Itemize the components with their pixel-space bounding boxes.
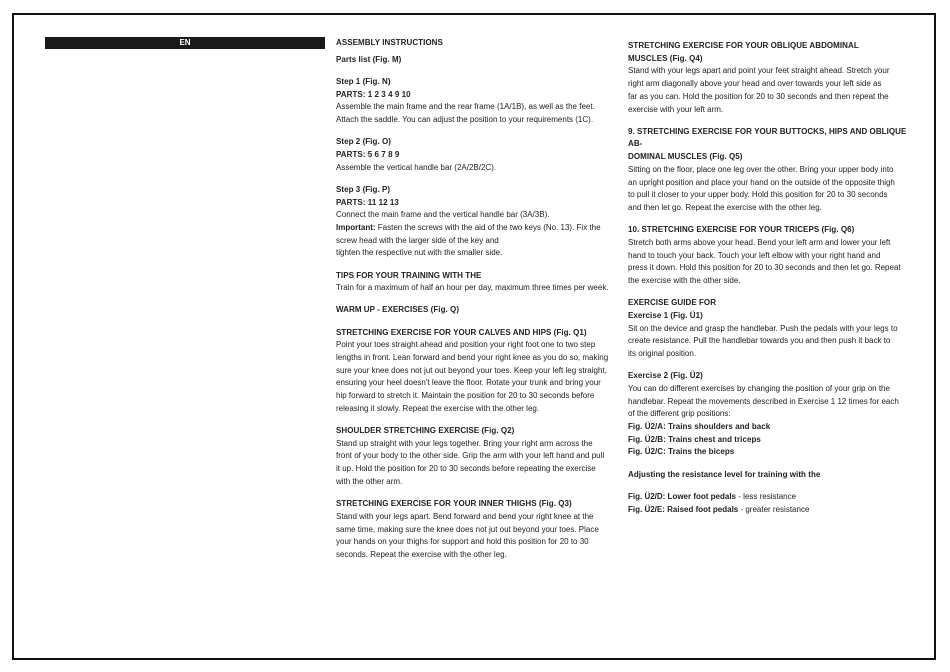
- step3-text-line: screw head with the larger side of the key and: [336, 235, 499, 245]
- triceps-text-line: Stretch both arms above your head. Bend your left arm and lower your left: [628, 237, 891, 247]
- thighs-text-line: your hands on your thighs for support and hold this position for 20 to 30: [336, 537, 589, 547]
- tips-text-line: Train for a maximum of half an hour per day, maximum three times per week.: [336, 283, 609, 293]
- oblique-text-line: right arm diagonally above your head and over towards your left side as: [628, 79, 882, 89]
- buttocks-title: 9. STRETCHING EXERCISE FOR YOUR BUTTOCKS, HIPS AND OBLIQUE AB-: [628, 126, 907, 149]
- lower-pedals-text: - less resistance: [736, 491, 797, 501]
- triceps-text-line: the exercise with the other side.: [628, 275, 741, 285]
- oblique-title-cont: MUSCLES (Fig. Q4): [628, 53, 703, 63]
- lower-pedals-label: Fig. Ü2/D: Lower foot pedals: [628, 491, 737, 501]
- step1-text-line: Assemble the main frame and the rear frame (1A/1B), as well as the feet.: [336, 102, 595, 112]
- calves-text-line: ensuring your heel doesn't leave the floor. Rotate your trunk and bring your: [336, 378, 601, 388]
- calves-text-line: releasing it slowly. Repeat the exercise with the other leg.: [336, 403, 540, 413]
- step3-parts: PARTS: 11 12 13: [336, 197, 399, 207]
- step1-text-line: Attach the saddle. You can adjust the position to your requirements (1C).: [336, 115, 594, 125]
- grip-item: Fig. Ü2/B: Trains chest and triceps: [628, 434, 761, 444]
- thighs-text-line: seconds. Repeat the exercise with the other leg.: [336, 549, 507, 559]
- step2-title: Step 2 (Fig. O): [336, 137, 391, 147]
- buttocks-text-line: and then let go. Repeat the exercise with the other leg.: [628, 202, 822, 212]
- shoulder-text-line: front of your body to the other side. Grip the arm with your left hand and pull: [336, 451, 605, 461]
- exercise2-text-line: handlebar. Repeat the movements described in Exercise 1 12 times for each: [628, 396, 899, 406]
- guide-title: EXERCISE GUIDE FOR: [628, 298, 717, 308]
- step3-important-line: [336, 222, 618, 235]
- buttocks-text-line: an upright position and place your hand on the outside of the opposite thigh: [628, 177, 895, 187]
- parts-list-label: Parts list (Fig. M): [336, 54, 402, 64]
- calves-text-line: sure your knee does not jut out beyond your toes. Keep your left leg straight,: [336, 365, 607, 375]
- oblique-text-line: Stand with your legs apart and point your feet straight ahead. Stretch your: [628, 66, 890, 76]
- step3-text-line: tighten the respective nut with the smaller side.: [336, 248, 503, 258]
- step1-parts: PARTS: 1 2 3 4 9 10: [336, 89, 411, 99]
- grip-item: Fig. Ü2/C: Trains the biceps: [628, 447, 735, 457]
- triceps-text-line: hand to touch your back. Touch your left elbow with your right hand and: [628, 250, 881, 260]
- exercise2-title: Exercise 2 (Fig. Ü2): [628, 371, 703, 381]
- buttocks-text-line: Sitting on the floor, place one leg over the other. Bring your upper body into: [628, 164, 894, 174]
- shoulder-text-line: Stand up straight with your legs together. Bring your right arm across the: [336, 438, 593, 448]
- exercise1-text-line: create resistance. Pull the handlebar towards you and then push it back to: [628, 336, 891, 346]
- exercise1-title: Exercise 1 (Fig. Ü1): [628, 310, 703, 320]
- resistance-title: Adjusting the resistance level for training with the: [628, 469, 821, 479]
- warmup-title: WARM UP - EXERCISES (Fig. Q): [336, 305, 460, 315]
- exercise2-text-line: of the different grip positions:: [628, 409, 731, 419]
- calves-text-line: hip forward to stretch it. Maintain the position for 20 to 30 seconds before: [336, 391, 595, 401]
- assembly-title: ASSEMBLY INSTRUCTIONS: [336, 38, 443, 47]
- triceps-title: 10. STRETCHING EXERCISE FOR YOUR TRICEPS (Fig. Q6): [628, 225, 855, 235]
- thighs-title: STRETCHING EXERCISE FOR YOUR INNER THIGHS (Fig. Q3): [336, 499, 572, 509]
- shoulder-title: SHOULDER STRETCHING EXERCISE (Fig. Q2): [336, 426, 515, 436]
- tips-title: TIPS FOR YOUR TRAINING WITH THE: [336, 270, 482, 280]
- calves-text-line: lengths in front. Lean forward and bend your right knee as you do so, making: [336, 353, 609, 363]
- thighs-text-line: same time, making sure the knee does not jut out beyond your toes. Place: [336, 524, 599, 534]
- thighs-text-line: Stand with your legs apart. Bend forward and bend your right knee at the: [336, 511, 594, 521]
- oblique-text-line: far as you can. Hold the position for 20 to 30 seconds and then repeat the: [628, 91, 889, 101]
- calves-text-line: Point your toes straight ahead and position your right foot one to two step: [336, 340, 596, 350]
- calves-title: STRETCHING EXERCISE FOR YOUR CALVES AND HIPS (Fig. Q1): [336, 327, 587, 337]
- exercise1-text-line: Sit on the device and grasp the handlebar. Push the pedals with your legs to: [628, 323, 898, 333]
- resistance-lower: [628, 491, 910, 504]
- oblique-title: STRETCHING EXERCISE FOR YOUR OBLIQUE ABDOMINAL: [628, 41, 859, 50]
- raised-pedals-label: Fig. Ü2/E: Raised foot pedals: [628, 504, 739, 514]
- shoulder-text-line: with the other arm.: [336, 476, 403, 486]
- left-text-column: [336, 37, 618, 562]
- step2-text-line: Assemble the vertical handle bar (2A/2B/2C).: [336, 162, 497, 172]
- step3-text-line: Connect the main frame and the vertical handle bar (3A/3B).: [336, 210, 550, 220]
- oblique-text-line: exercise with your left arm.: [628, 104, 724, 114]
- step3-title: Step 3 (Fig. P): [336, 184, 391, 194]
- buttocks-title-cont: DOMINAL MUSCLES (Fig. Q5): [628, 152, 743, 162]
- resistance-raised: [628, 504, 910, 517]
- exercise1-text-line: its original position.: [628, 348, 697, 358]
- important-label: Important:: [336, 222, 376, 232]
- buttocks-text-line: to pull it closer to your upper body. Hold this position for 20 to 30 seconds: [628, 190, 888, 200]
- grip-item: Fig. Ü2/A: Trains shoulders and back: [628, 421, 771, 431]
- right-text-column: [628, 37, 910, 516]
- triceps-text-line: press it down. Hold this position for 20 to 30 seconds and then let go. Repeat: [628, 263, 901, 273]
- important-text: Fasten the screws with the aid of the two keys (No. 13). Fix the: [375, 222, 601, 232]
- shoulder-text-line: it up. Hold the position for 20 to 30 seconds before repeating the exercise: [336, 464, 596, 474]
- language-bar: EN: [45, 37, 325, 49]
- raised-pedals-text: - greater resistance: [738, 504, 810, 514]
- step2-parts: PARTS: 5 6 7 8 9: [336, 149, 400, 159]
- step1-title: Step 1 (Fig. N): [336, 76, 391, 86]
- exercise2-text-line: You can do different exercises by changing the position of your grip on the: [628, 383, 890, 393]
